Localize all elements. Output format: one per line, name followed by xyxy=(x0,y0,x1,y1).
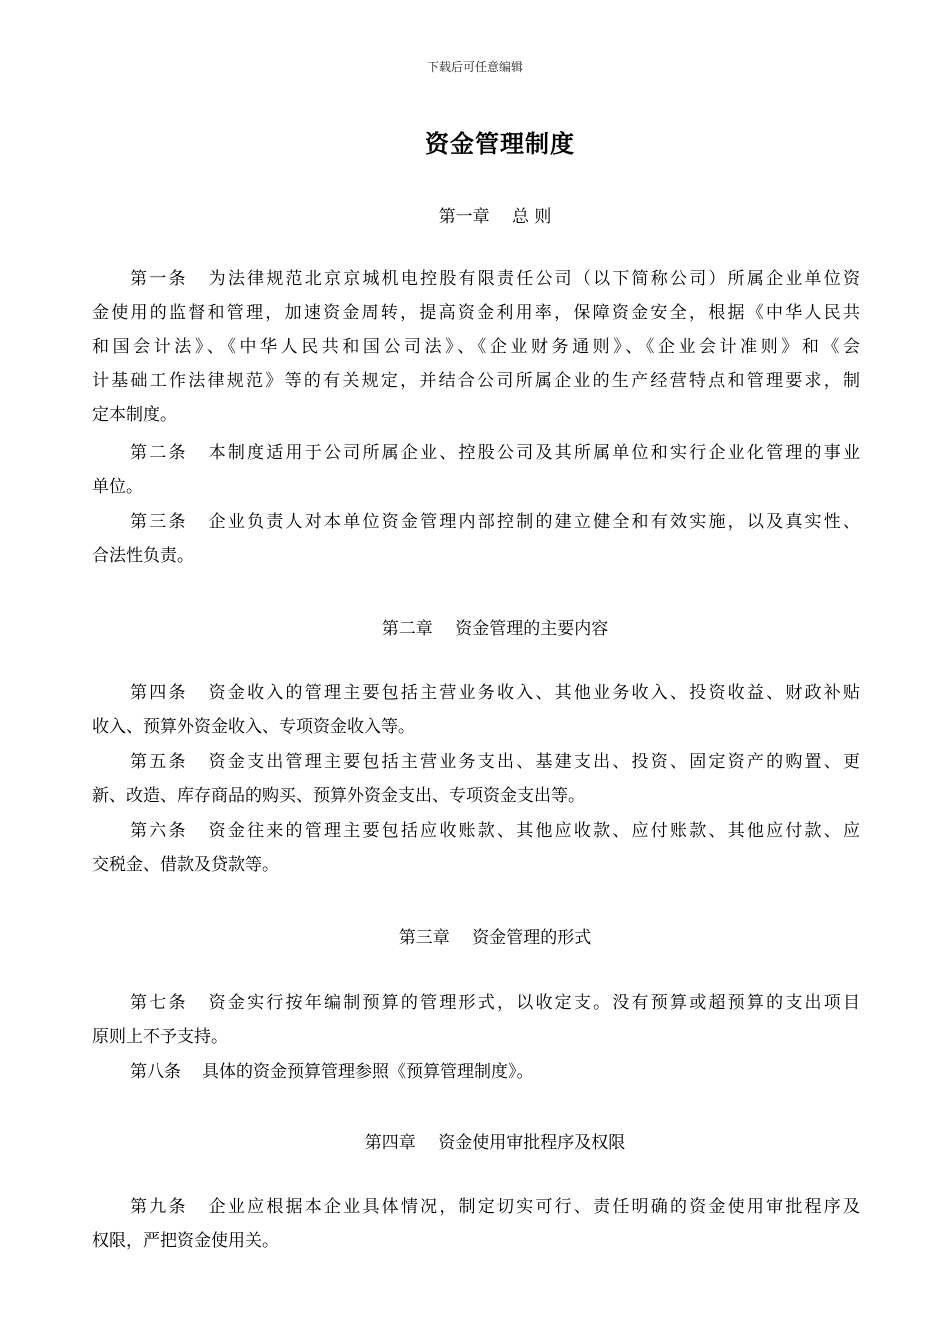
article-line: 定本制度。 xyxy=(92,405,177,425)
article-label: 第六条 xyxy=(130,821,188,841)
article-line: 金使用的监督和管理，加速资金周转，提高资金利用率，保障资金安全，根据《中华人民共 xyxy=(92,303,860,323)
article-label: 第一条 xyxy=(130,269,188,289)
header-note: 下载后可任意编辑 xyxy=(426,60,523,74)
article-label: 第五条 xyxy=(130,752,188,772)
article-label: 第八条 xyxy=(130,1062,181,1082)
article-line: 第三条 企业负责人对本单位资金管理内部控制的建立健全和有效实施，以及真实性、 xyxy=(130,512,861,532)
article-line: 单位。 xyxy=(92,477,143,497)
article-line: 新、改造、库存商品的购买、预算外资金支出、专项资金支出等。 xyxy=(92,786,585,806)
document-title: 资金管理制度 xyxy=(425,129,575,158)
article-label: 第三条 xyxy=(130,512,188,532)
article-line: 原则上不予支持。 xyxy=(92,1027,228,1047)
article-line: 计基础工作法律规范》等的有关规定，并结合公司所属企业的生产经营特点和管理要求，制 xyxy=(92,371,860,391)
chapter-heading: 第四章 资金使用审批程序及权限 xyxy=(364,1133,626,1153)
article-line: 收入、预算外资金收入、专项资金收入等。 xyxy=(92,717,415,737)
article-line: 第一条 为法律规范北京京城机电控股有限责任公司（以下简称公司）所属企业单位资 xyxy=(130,269,861,289)
article-line: 第四条 资金收入的管理主要包括主营业务收入、其他业务收入、投资收益、财政补贴 xyxy=(130,683,861,703)
article-label: 第四条 xyxy=(130,683,188,703)
article-label: 第七条 xyxy=(130,993,188,1013)
article-4 xyxy=(92,676,860,744)
article-1 xyxy=(92,262,860,432)
article-line: 第六条 资金往来的管理主要包括应收账款、其他应收款、应付账款、其他应付款、应 xyxy=(130,821,861,841)
article-2 xyxy=(92,436,860,504)
article-line: 第八条 具体的资金预算管理参照《预算管理制度》。 xyxy=(130,1062,534,1082)
chapter-heading: 第二章 资金管理的主要内容 xyxy=(381,619,609,639)
article-line: 合法性负责。 xyxy=(92,546,194,566)
article-line: 和国会计法》、《中华人民共和国公司法》、《企业财务通则》、《企业会计准则》和《会 xyxy=(92,337,860,357)
article-8 xyxy=(92,1055,860,1089)
article-line: 交税金、借款及贷款等。 xyxy=(92,855,279,875)
chapter-heading: 第三章 资金管理的形式 xyxy=(398,928,592,948)
article-line: 第五条 资金支出管理主要包括主营业务支出、基建支出、投资、固定资产的购置、更 xyxy=(130,752,861,772)
article-line: 第九条 企业应根据本企业具体情况，制定切实可行、责任明确的资金使用审批程序及 xyxy=(130,1197,861,1217)
article-3 xyxy=(92,505,860,573)
article-9 xyxy=(92,1190,860,1258)
article-5 xyxy=(92,745,860,813)
chapter-heading: 第一章 总 则 xyxy=(438,207,552,227)
article-7 xyxy=(92,986,860,1054)
article-line: 权限，严把资金使用关。 xyxy=(92,1231,279,1251)
article-line: 第二条 本制度适用于公司所属企业、控股公司及其所属单位和实行企业化管理的事业 xyxy=(130,443,861,463)
article-label: 第九条 xyxy=(130,1197,188,1217)
article-6 xyxy=(92,814,860,882)
article-line: 第七条 资金实行按年编制预算的管理形式，以收定支。没有预算或超预算的支出项目 xyxy=(130,993,861,1013)
article-label: 第二条 xyxy=(130,443,188,463)
